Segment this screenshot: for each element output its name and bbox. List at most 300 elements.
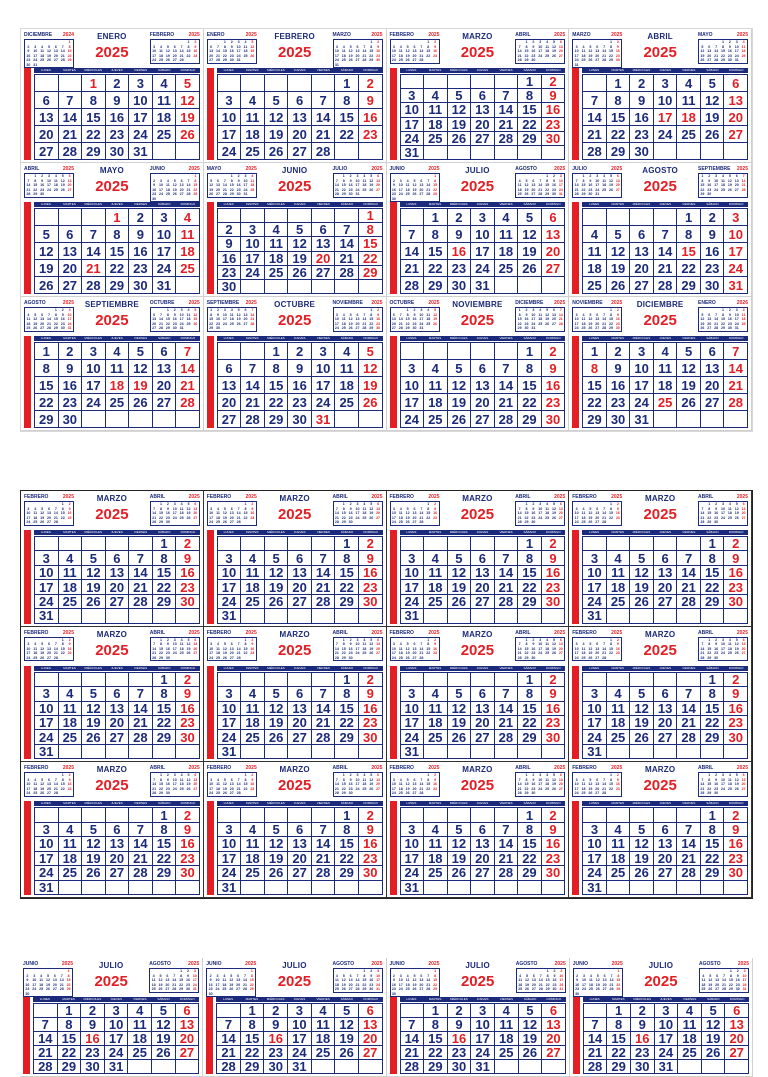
day-cell: 16: [59, 377, 83, 394]
month-name: DICIEMBRE: [636, 300, 684, 309]
day-cell: [677, 881, 701, 895]
month-calendar: [21, 762, 204, 898]
day-cell: 26: [82, 866, 106, 880]
day-cell: 18: [607, 580, 631, 594]
day-cell: 22: [701, 852, 725, 866]
day-cell: 6: [312, 223, 336, 237]
next-month-mini: ABRIL 2025 1 2 3 4 5 6 7 8 9 10 11 12 13 14 15 16 17 18 19 20 21 22 23 24 25 26 27 28 29 30: [149, 765, 200, 796]
day-cell: 3: [218, 687, 242, 701]
month-name: MARZO: [462, 494, 493, 503]
day-cell: [401, 808, 425, 822]
day-cell: [176, 411, 200, 428]
month-year: 2025: [277, 973, 312, 990]
month-name: MARZO: [644, 629, 676, 639]
next-month-mini: AGOSTO 2025 1 2 3 4 5 6 7 8 9 10 11 12 13 14 15 16 17 18 19 20 21 22 23 24 25 26 27 28 29 30 31: [332, 961, 383, 991]
day-cell: 11: [176, 226, 200, 243]
day-cell: 18: [677, 109, 701, 126]
previous-month-mini: FEBRERO 2025 1 2 3 4 5 6 7 8 9 10 11 12 13 14 15 16 17 18 19 20 21 22 23 24 25 26 27 28: [389, 629, 440, 660]
day-cell: 17: [241, 252, 265, 266]
day-cell: [701, 881, 725, 895]
day-cell: [82, 609, 106, 623]
day-cell: 17: [35, 852, 59, 866]
day-cell: 16: [724, 837, 748, 851]
day-cell: 13: [542, 226, 566, 243]
day-cell: [106, 745, 130, 759]
month-name: JULIO: [465, 166, 490, 175]
side-rail: [207, 336, 214, 428]
month-name: MARZO: [279, 629, 310, 639]
previous-month-mini: FEBRERO 2025 1 2 3 4 5 6 7 8 9 10 11 12 13 14 15 16 17 18 19 20 21 22 23 24 25 26 27 28: [572, 629, 623, 660]
day-cell: [82, 673, 106, 687]
day-cell: [312, 609, 336, 623]
day-cell: 11: [59, 566, 83, 580]
day-grid: [400, 208, 566, 294]
month-name: JULIO: [465, 961, 490, 970]
day-cell: 12: [176, 92, 200, 109]
day-cell: 22: [424, 1046, 448, 1060]
day-cell: [677, 808, 701, 822]
day-grid: [583, 1003, 749, 1074]
weekday-header-row: LUNES MARTES MIÉRCOLES JUEVES VIERNES SÁBADO DOMINGO: [582, 336, 748, 341]
day-cell: 14: [335, 237, 359, 251]
day-cell: 30: [59, 411, 83, 428]
day-cell: 29: [35, 411, 59, 428]
day-cell: 16: [176, 566, 200, 580]
day-cell: 8: [701, 551, 725, 565]
day-cell: 7: [495, 823, 519, 837]
day-cell: 25: [678, 1046, 702, 1060]
month-name: MARZO: [644, 494, 676, 503]
day-cell: 6: [106, 551, 130, 565]
day-cell: 2: [106, 75, 130, 92]
day-cell: 25: [59, 866, 83, 880]
day-cell: 4: [265, 223, 289, 237]
previous-month-mini: OCTUBRE 2025 1 2 3 4 5 6 7 8 9 10 11 12 13 14 15 16 17 18 19 20 21 22 23 24 25 26 27 28 29 30 31: [389, 300, 440, 330]
day-cell: 21: [129, 580, 153, 594]
next-month-mini: ABRIL 2025 1 2 3 4 5 6 7 8 9 10 11 12 13 14 15 16 17 18 19 20 21 22 23 24 25 26 27 28 29 30: [515, 32, 566, 62]
day-cell: 22: [583, 394, 607, 411]
day-cell: 25: [424, 595, 448, 609]
previous-month-mini: NOVIEMBRE 2025 1 2 3 4 5 6 7 8 9 10 11 12 13 14 15 16 17 18 19 20 21 22 23 24 25 26 27 28 29 30: [572, 300, 623, 330]
day-cell: 25: [128, 1046, 152, 1060]
side-rail: [572, 530, 579, 624]
month-year: 2025: [460, 178, 495, 195]
day-cell: 17: [654, 109, 678, 126]
day-cell: 23: [264, 1046, 288, 1060]
day-cell: [448, 881, 472, 895]
day-cell: 18: [424, 118, 448, 132]
day-cell: 9: [631, 1018, 655, 1032]
day-cell: 21: [677, 716, 701, 730]
day-cell: [176, 1060, 200, 1074]
day-cell: 28: [82, 277, 106, 294]
day-cell: 6: [288, 687, 312, 701]
day-cell: 9: [359, 687, 383, 701]
day-cell: [701, 411, 725, 428]
day-grid: [400, 807, 566, 895]
day-cell: 1: [335, 75, 359, 92]
day-cell: [106, 411, 130, 428]
day-cell: 29: [82, 143, 106, 160]
day-cell: [335, 143, 359, 160]
month-year: 2025: [460, 777, 495, 795]
day-cell: 6: [701, 343, 725, 360]
day-cell: 14: [677, 702, 701, 716]
day-cell: 18: [265, 252, 289, 266]
day-cell: 10: [655, 1018, 679, 1032]
day-cell: [312, 808, 336, 822]
next-month-mini: FEBRERO 2025 1 2 3 4 5 6 7 8 9 10 11 12 13 14 15 16 17 18 19 20 21 22 23 24 25 26 27 28: [149, 32, 200, 62]
day-cell: 12: [630, 566, 654, 580]
day-cell: 4: [495, 1004, 519, 1018]
day-cell: 24: [630, 394, 654, 411]
day-cell: 19: [82, 852, 106, 866]
day-cell: 13: [359, 1018, 383, 1032]
next-month-mini: ABRIL 2025 1 2 3 4 5 6 7 8 9 10 11 12 13 14 15 16 17 18 19 20 21 22 23 24 25 26 27 28 29 30: [149, 629, 200, 660]
day-cell: 21: [654, 260, 678, 277]
day-cell: 28: [495, 866, 519, 880]
day-cell: 13: [654, 837, 678, 851]
day-cell: 12: [335, 1018, 359, 1032]
day-cell: [35, 537, 59, 551]
day-cell: 18: [583, 260, 607, 277]
day-cell: 19: [518, 243, 542, 260]
day-cell: 17: [312, 377, 336, 394]
day-cell: 5: [519, 1004, 543, 1018]
day-cell: 13: [288, 702, 312, 716]
day-cell: 9: [106, 92, 130, 109]
day-cell: 24: [218, 866, 242, 880]
day-cell: 13: [701, 360, 725, 377]
day-cell: 15: [35, 377, 59, 394]
day-cell: [106, 673, 130, 687]
day-cell: 27: [359, 1046, 383, 1060]
day-cell: 6: [218, 360, 242, 377]
day-cell: 23: [542, 716, 566, 730]
day-cell: 5: [82, 823, 106, 837]
day-cell: [495, 609, 519, 623]
day-cell: 19: [35, 260, 59, 277]
day-cell: [583, 808, 607, 822]
day-cell: 5: [176, 75, 200, 92]
day-cell: 5: [448, 823, 472, 837]
day-cell: [153, 881, 177, 895]
day-cell: 11: [335, 360, 359, 377]
day-cell: 26: [702, 1046, 726, 1060]
day-cell: 23: [176, 716, 200, 730]
side-rail: [207, 530, 214, 624]
day-cell: 7: [176, 343, 200, 360]
month-year: 2025: [460, 641, 495, 659]
day-cell: [701, 609, 725, 623]
day-cell: 30: [630, 143, 654, 160]
day-cell: 30: [288, 411, 312, 428]
day-cell: 29: [518, 411, 542, 428]
day-cell: 30: [359, 866, 383, 880]
day-cell: 22: [335, 852, 359, 866]
day-grid: [582, 536, 748, 624]
previous-month-mini: MARZO 2025 1 2 3 4 5 6 7 8 9 10 11 12 13 14 15 16 17 18 19 20 21 22 23 24 25 26 27 28 29 30 31: [572, 32, 623, 67]
day-cell: 17: [401, 580, 425, 594]
day-cell: 18: [495, 243, 519, 260]
day-cell: 31: [471, 1060, 495, 1074]
day-cell: 2: [630, 75, 654, 92]
day-cell: [471, 609, 495, 623]
day-cell: 23: [607, 394, 631, 411]
day-cell: 26: [448, 132, 472, 146]
day-cell: 8: [701, 687, 725, 701]
day-cell: 21: [59, 126, 83, 143]
day-cell: 28: [312, 143, 336, 160]
day-cell: 23: [542, 394, 566, 411]
day-cell: 16: [542, 103, 566, 117]
day-cell: 25: [59, 730, 83, 744]
day-cell: 12: [518, 226, 542, 243]
day-cell: 4: [176, 209, 200, 226]
next-month-mini: ENERO 2026 1 2 3 4 5 6 7 8 9 10 11 12 13 14 15 16 17 18 19 20 21 22 23 24 25 26 27 28 29 30 31: [698, 300, 748, 330]
day-cell: 14: [724, 360, 748, 377]
calendar-sheet-july-repeated: [20, 958, 753, 1074]
month-name: MARZO: [96, 494, 128, 503]
day-cell: 24: [583, 730, 607, 744]
day-cell: [401, 537, 425, 551]
day-grid: [217, 672, 383, 760]
day-cell: 22: [359, 252, 383, 266]
day-cell: 4: [424, 360, 448, 377]
day-cell: 25: [654, 394, 678, 411]
month-calendar: [20, 958, 203, 1077]
day-cell: [241, 881, 265, 895]
day-cell: 4: [495, 209, 519, 226]
day-cell: [288, 209, 312, 223]
day-cell: [654, 745, 678, 759]
day-cell: 15: [265, 377, 289, 394]
day-cell: [359, 411, 383, 428]
day-cell: 12: [448, 702, 472, 716]
month-calendar: [569, 762, 752, 898]
day-cell: 8: [265, 360, 289, 377]
day-cell: 27: [153, 394, 177, 411]
day-grid: [582, 672, 748, 760]
day-cell: 4: [128, 1004, 152, 1018]
day-cell: 3: [724, 209, 748, 226]
day-cell: 25: [495, 1046, 519, 1060]
day-grid: [400, 74, 566, 160]
side-rail: [572, 202, 579, 294]
day-cell: 25: [424, 730, 448, 744]
day-cell: 6: [359, 1004, 383, 1018]
day-cell: 17: [471, 1032, 495, 1046]
month-calendar: [569, 627, 752, 763]
day-cell: 13: [153, 360, 177, 377]
side-rail: [390, 666, 397, 760]
day-cell: 7: [59, 92, 83, 109]
day-cell: [265, 209, 289, 223]
day-cell: 11: [241, 566, 265, 580]
weekday-header-row: LUNES MARTES MIÉRCOLES JUEVES VIERNES SÁBADO DOMINGO: [582, 801, 748, 806]
day-cell: [424, 673, 448, 687]
day-cell: 7: [312, 823, 336, 837]
day-cell: [335, 881, 359, 895]
day-cell: 15: [518, 377, 542, 394]
day-cell: 27: [471, 411, 495, 428]
day-cell: [495, 146, 519, 160]
day-cell: 22: [424, 260, 448, 277]
day-cell: 9: [359, 823, 383, 837]
day-cell: 8: [153, 687, 177, 701]
day-cell: 11: [495, 226, 519, 243]
day-cell: 9: [288, 360, 312, 377]
day-cell: [542, 1060, 566, 1074]
day-cell: 12: [630, 702, 654, 716]
day-cell: 14: [129, 702, 153, 716]
day-cell: 6: [471, 687, 495, 701]
day-cell: [241, 537, 265, 551]
day-cell: 9: [176, 687, 200, 701]
day-cell: 10: [654, 92, 678, 109]
month-year: 2025: [643, 44, 677, 61]
day-cell: 5: [152, 1004, 176, 1018]
day-cell: [424, 146, 448, 160]
month-year: 2025: [95, 641, 129, 659]
day-cell: 22: [701, 580, 725, 594]
weekday-header-row: LUNES MARTES MIÉRCOLES JUEVES VIERNES SÁBADO DOMINGO: [582, 68, 748, 73]
weekday-header-row: LUNES MARTES MIÉRCOLES JUEVES VIERNES SÁBADO DOMINGO: [34, 336, 200, 341]
day-cell: 22: [701, 716, 725, 730]
day-cell: 19: [448, 716, 472, 730]
day-cell: [312, 537, 336, 551]
month-calendar: [204, 491, 387, 627]
day-cell: 27: [471, 595, 495, 609]
weekday-header-row: LUNES MARTES MIÉRCOLES JUEVES VIERNES SÁBADO DOMINGO: [34, 202, 200, 207]
day-cell: 12: [152, 1018, 176, 1032]
previous-month-mini: ENERO 2025 1 2 3 4 5 6 7 8 9 10 11 12 13 14 15 16 17 18 19 20 21 22 23 24 25 26 27 28 29 30 31: [206, 32, 257, 62]
day-cell: 12: [265, 566, 289, 580]
day-cell: 2: [724, 673, 748, 687]
day-cell: [583, 209, 607, 226]
day-cell: 14: [401, 1032, 425, 1046]
day-cell: 21: [129, 852, 153, 866]
day-cell: 27: [288, 866, 312, 880]
day-cell: [630, 745, 654, 759]
day-cell: 27: [471, 132, 495, 146]
day-cell: 22: [153, 852, 177, 866]
side-rail: [207, 666, 214, 760]
day-cell: 13: [724, 92, 748, 109]
day-cell: [471, 808, 495, 822]
day-cell: 18: [607, 852, 631, 866]
day-cell: 10: [312, 360, 336, 377]
day-cell: 18: [335, 377, 359, 394]
day-cell: 27: [471, 730, 495, 744]
month-calendar: [569, 491, 752, 627]
day-cell: 19: [607, 260, 631, 277]
day-cell: [495, 277, 519, 294]
month-year: 2025: [460, 973, 495, 990]
day-cell: 14: [495, 103, 519, 117]
day-cell: 17: [153, 243, 177, 260]
day-cell: 3: [401, 687, 425, 701]
day-cell: [129, 673, 153, 687]
day-cell: 2: [542, 537, 566, 551]
day-cell: 24: [153, 260, 177, 277]
day-cell: 4: [583, 226, 607, 243]
day-cell: 23: [542, 580, 566, 594]
day-cell: 22: [607, 1046, 631, 1060]
month-year: 2025: [95, 506, 129, 523]
day-cell: [59, 673, 83, 687]
day-cell: 22: [518, 716, 542, 730]
day-cell: 2: [59, 343, 83, 360]
day-cell: 10: [82, 360, 106, 377]
next-month-mini: ABRIL 2025 1 2 3 4 5 6 7 8 9 10 11 12 13 14 15 16 17 18 19 20 21 22 23 24 25 26 27 28 29 30: [332, 629, 383, 660]
day-cell: 26: [518, 260, 542, 277]
previous-month-mini: JUNIO 2025 1 2 3 4 5 6 7 8 9 10 11 12 13 14 15 16 17 18 19 20 21 22 23 24 25 26 27 28 29 30: [389, 166, 440, 201]
day-cell: [654, 609, 678, 623]
day-cell: 23: [81, 1046, 105, 1060]
day-cell: 23: [448, 1046, 472, 1060]
day-cell: 12: [519, 1018, 543, 1032]
day-cell: 31: [401, 745, 425, 759]
day-cell: 19: [265, 580, 289, 594]
day-cell: 20: [471, 394, 495, 411]
day-cell: [312, 881, 336, 895]
day-cell: 8: [58, 1018, 82, 1032]
day-cell: [471, 881, 495, 895]
day-cell: 14: [241, 377, 265, 394]
day-cell: 25: [677, 126, 701, 143]
day-cell: 1: [701, 673, 725, 687]
day-cell: 7: [495, 89, 519, 103]
month-name: MARZO: [462, 32, 493, 41]
day-cell: 3: [153, 209, 177, 226]
day-cell: [129, 411, 153, 428]
day-cell: 17: [401, 852, 425, 866]
day-cell: 15: [607, 109, 631, 126]
day-cell: 3: [129, 75, 153, 92]
month-calendar: [569, 163, 752, 297]
day-cell: 1: [518, 808, 542, 822]
day-cell: 10: [35, 837, 59, 851]
weekday-header-row: LUNES MARTES MIÉRCOLES JUEVES VIERNES SÁBADO DOMINGO: [217, 336, 383, 341]
day-cell: 24: [401, 132, 425, 146]
day-cell: 21: [677, 580, 701, 594]
day-cell: 2: [359, 75, 383, 92]
day-cell: 5: [265, 551, 289, 565]
day-grid: [217, 74, 383, 160]
day-cell: 25: [241, 143, 265, 160]
day-cell: 23: [59, 394, 83, 411]
day-cell: [495, 673, 519, 687]
day-cell: 7: [312, 92, 336, 109]
month-name: AGOSTO: [642, 166, 678, 175]
day-cell: 22: [677, 260, 701, 277]
day-cell: 20: [654, 852, 678, 866]
day-cell: 11: [312, 1018, 336, 1032]
day-cell: 8: [335, 551, 359, 565]
day-cell: [359, 280, 383, 294]
day-cell: 23: [448, 260, 472, 277]
day-cell: 29: [518, 595, 542, 609]
day-cell: 11: [241, 837, 265, 851]
day-cell: 1: [607, 75, 631, 92]
day-cell: 8: [424, 1018, 448, 1032]
day-cell: 17: [471, 243, 495, 260]
day-cell: 16: [288, 377, 312, 394]
day-cell: 2: [607, 343, 631, 360]
previous-month-mini: JULIO 2025 1 2 3 4 5 6 7 8 9 10 11 12 13 14 15 16 17 18 19 20 21 22 23 24 25 26 27 28 29 30 31: [572, 166, 623, 196]
day-cell: 25: [424, 132, 448, 146]
